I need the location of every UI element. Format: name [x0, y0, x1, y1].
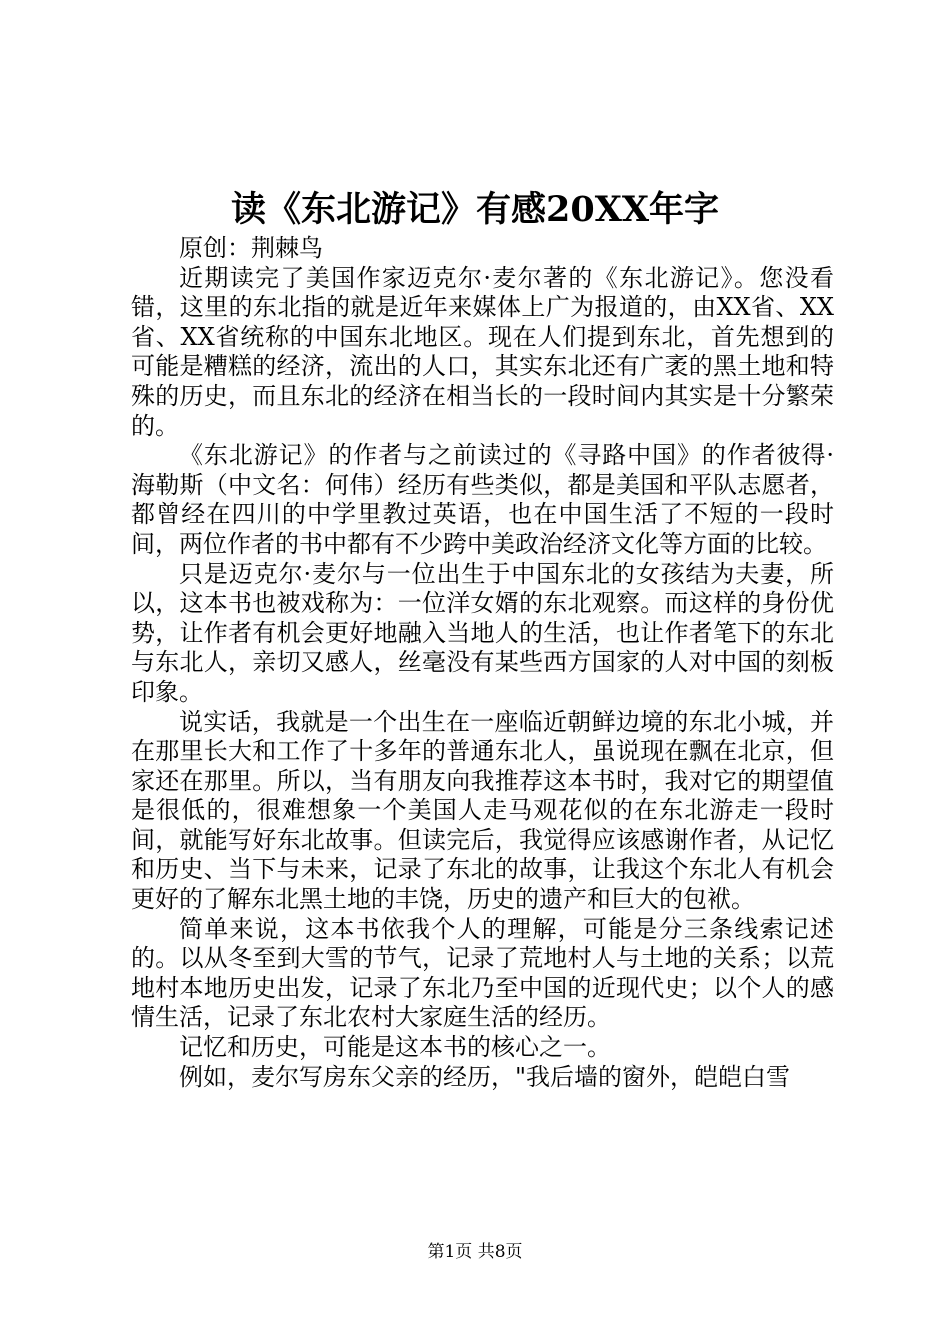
- paragraph: 简单来说，这本书依我个人的理解，可能是分三条线索记述的。以从冬至到大雪的节气，记录了荒地村人与土地的关系；以荒地村本地历史出发，记录了东北乃至中国的近现代史；以个人的感情生活，记录了东北农村大家庭生活的经历。: [131, 914, 834, 1032]
- paragraph: 《东北游记》的作者与之前读过的《寻路中国》的作者彼得·海勒斯（中文名：何伟）经历有些类似，都是美国和平队志愿者，都曾经在四川的中学里教过英语，也在中国生活了不短的一段时间，两位作者的书中都有不少跨中美政治经济文化等方面的比较。: [131, 441, 834, 558]
- paragraph: 记忆和历史，可能是这本书的核心之一。: [179, 1033, 611, 1062]
- paragraph: 近期读完了美国作家迈克尔·麦尔著的《东北游记》。您没看错，这里的东北指的就是近年来媒体上广为报道的，由XX省、XX省、XX省统称的中国东北地区。现在人们提到东北，首先想到的可能是糟糕的经济，流出的人口，其实东北还有广袤的黑土地和特殊的历史，而且东北的经济在相当长的一段时间内其实是十分繁荣的。: [131, 263, 834, 440]
- paragraph: 说实话，我就是一个出生在一座临近朝鲜边境的东北小城，并在那里长大和工作了十多年的普通东北人，虽说现在飘在北京，但家还在那里。所以，当有朋友向我推荐这本书时，我对它的期望值是很低的，很难想象一个美国人走马观花似的在东北游走一段时间，就能写好东北故事。但读完后，我觉得应该感谢作者，从记忆和历史、当下与未来，记录了东北的故事，让我这个东北人有机会更好的了解东北黑土地的丰饶，历史的遗产和巨大的包袱。: [131, 707, 834, 914]
- document-title: 读《东北游记》有感20XX年字: [230, 189, 720, 230]
- paragraph: 例如，麦尔写房东父亲的经历，"我后墙的窗外，皑皑白雪: [179, 1062, 791, 1091]
- paragraph: 只是迈克尔·麦尔与一位出生于中国东北的女孩结为夫妻，所以，这本书也被戏称为：一位洋女婿的东北观察。而这样的身份优势，让作者有机会更好地融入当地人的生活，也让作者笔下的东北与东北人，亲切又感人，丝毫没有某些西方国家的人对中国的刻板印象。: [131, 559, 834, 706]
- author-line: 原创：荆棘鸟: [179, 234, 323, 262]
- page-footer: 第1页 共8页: [427, 1242, 523, 1262]
- document-body: [131, 234, 834, 1092]
